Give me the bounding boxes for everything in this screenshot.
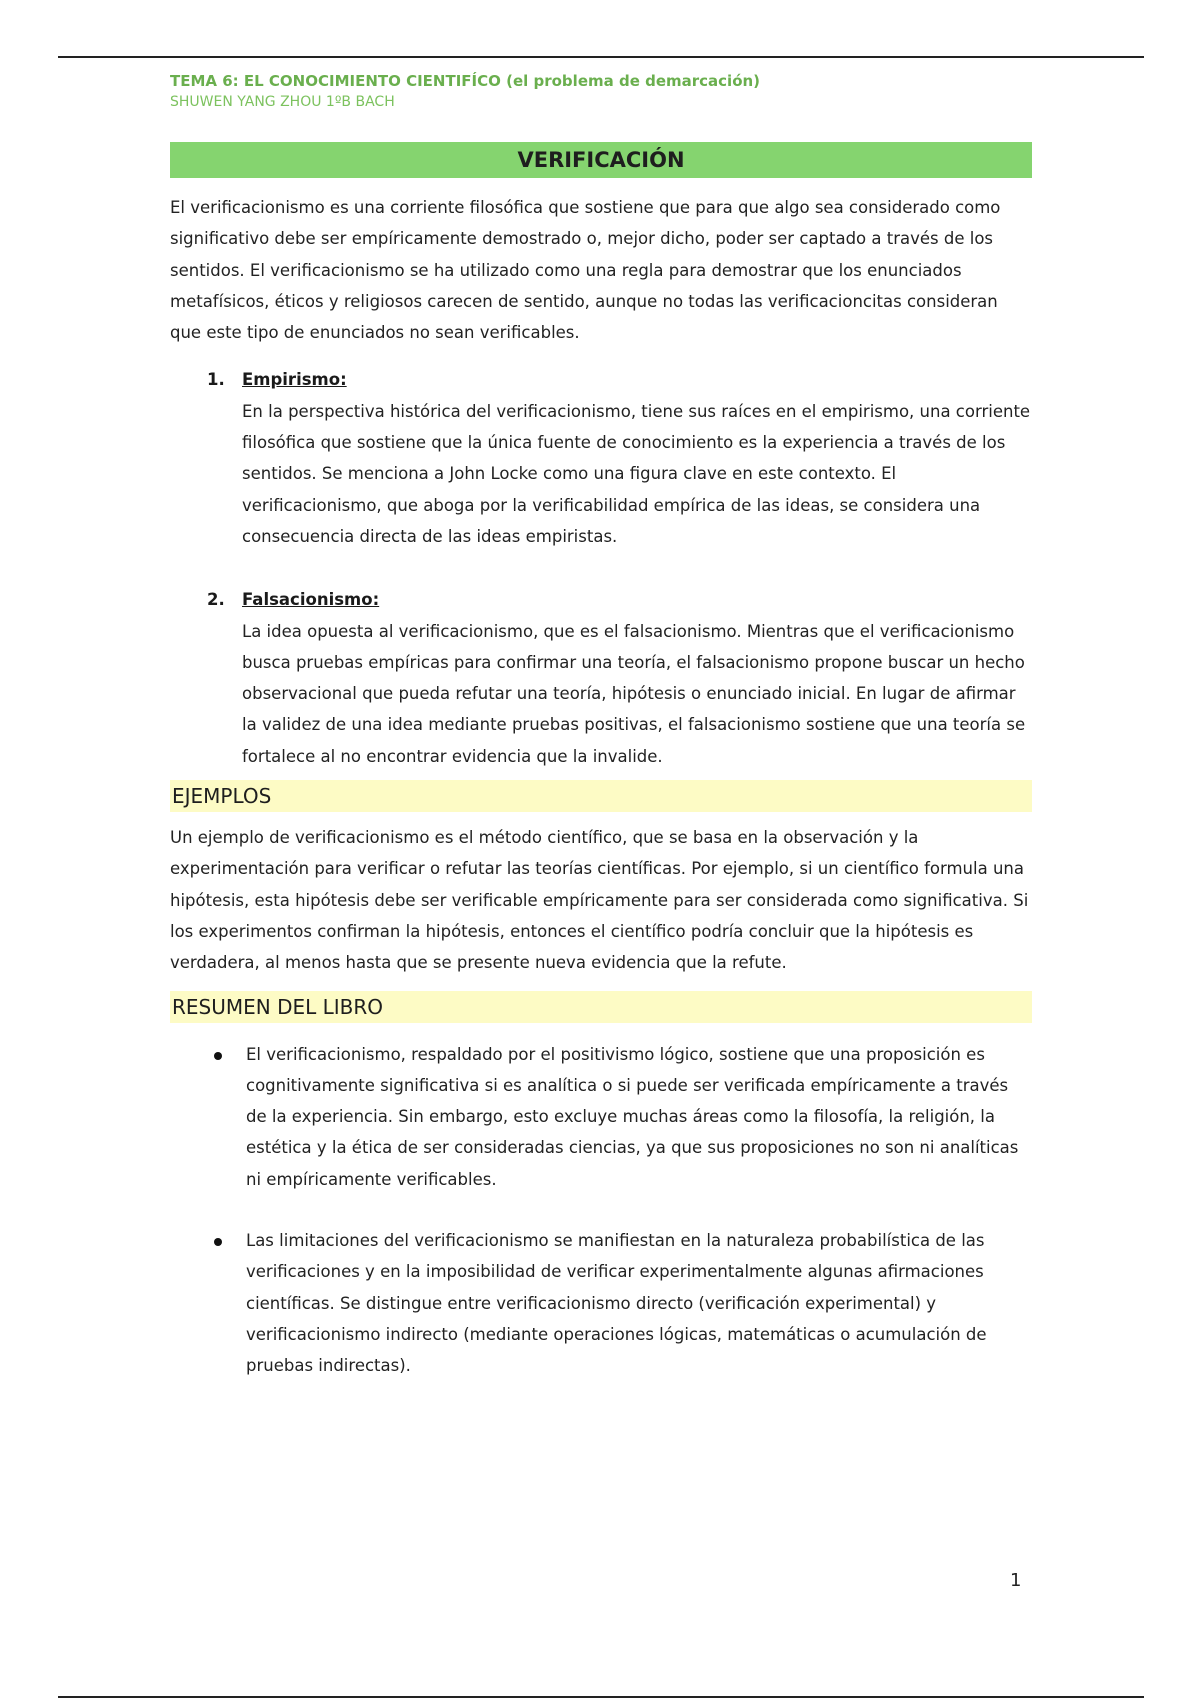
item-number: 1.	[207, 370, 225, 390]
bullet-icon	[214, 1052, 222, 1060]
summary-bullet	[170, 1225, 1032, 1381]
examples-paragraph: Un ejemplo de verificacionismo es el método científico, que se basa en la observación y la experimentación para verificar o refutar las teorías científicas. Por ejemplo, si un científico formula una hipótesis, esta hipótesis debe ser verificable empíricamente para ser considerada como significativa. Si los experimentos confirman la hipótesis, entonces el científico podría concluir que la hipótesis es verdadera, al menos hasta que se presente nueva evidencia que la refute.	[170, 828, 1029, 973]
item-term: Falsacionismo:	[242, 590, 380, 610]
bottom-rule	[58, 1696, 1144, 1698]
item-text: En la perspectiva histórica del verificacionismo, tiene sus raíces en el empirismo, una corriente filosófica que sostiene que la única fuente de conocimiento es la experiencia a través de los sentidos. Se menciona a John Locke como una figura clave en este contexto. El verificacionismo, que aboga por la verificabilidad empírica de las ideas, se considera una consecuencia directa de las ideas empiristas.	[242, 401, 1031, 546]
top-rule	[58, 56, 1144, 58]
summary-bullet	[170, 1039, 1032, 1195]
summary-heading: RESUMEN DEL LIBRO	[170, 991, 1032, 1023]
bullet-icon	[214, 1238, 222, 1246]
numbered-item-empirismo	[170, 364, 1032, 552]
item-number: 2.	[207, 590, 225, 610]
page-content	[170, 70, 1032, 1382]
numbered-item-falsacionismo	[170, 584, 1032, 772]
intro-paragraph: El verificacionismo es una corriente filosófica que sostiene que para que algo sea considerado como significativo debe ser empíricamente demostrado o, mejor dicho, poder ser captado a través de los sentidos. El verificacionismo se ha utilizado como una regla para demostrar que los enunciados metafísicos, éticos y religiosos carecen de sentido, aunque no todas las verificacioncitas consideran que este tipo de enunciados no sean verificables.	[170, 198, 1001, 343]
document-author: SHUWEN YANG ZHOU 1ºB BACH	[170, 94, 395, 110]
item-term: Empirismo:	[242, 370, 347, 390]
document-title: TEMA 6: EL CONOCIMIENTO CIENTIFÍCO (el problema de demarcación)	[170, 72, 761, 90]
page-number: 1	[1010, 1570, 1022, 1591]
examples-heading: EJEMPLOS	[170, 780, 1032, 812]
bullet-text: El verificacionismo, respaldado por el positivismo lógico, sostiene que una proposición es cognitivamente significativa si es analítica o si puede ser verificada empíricamente a través de la experiencia. Sin embargo, esto excluye muchas áreas como la filosofía, la religión, la estética y la ética de ser consideradas ciencias, ya que sus proposiciones no son ni analíticas ni empíricamente verificables.	[246, 1044, 1019, 1189]
section-heading-verificacion: VERIFICACIÓN	[170, 142, 1032, 178]
bullet-text: Las limitaciones del verificacionismo se manifiestan en la naturaleza probabilística de las verificaciones y en la imposibilidad de verificar experimentalmente algunas afirmaciones científicas. Se distingue entre verificacionismo directo (verificación experimental) y verificacionismo indirecto (mediante operaciones lógicas, matemáticas o acumulación de pruebas indirectas).	[246, 1231, 987, 1376]
item-text: La idea opuesta al verificacionismo, que es el falsacionismo. Mientras que el verificacionismo busca pruebas empíricas para confirmar una teoría, el falsacionismo propone buscar un hecho observacional que pueda refutar una teoría, hipótesis o enunciado inicial. En lugar de afirmar la validez de una idea mediante pruebas positivas, el falsacionismo sostiene que una teoría se fortalece al no encontrar evidencia que la invalide.	[242, 621, 1026, 766]
